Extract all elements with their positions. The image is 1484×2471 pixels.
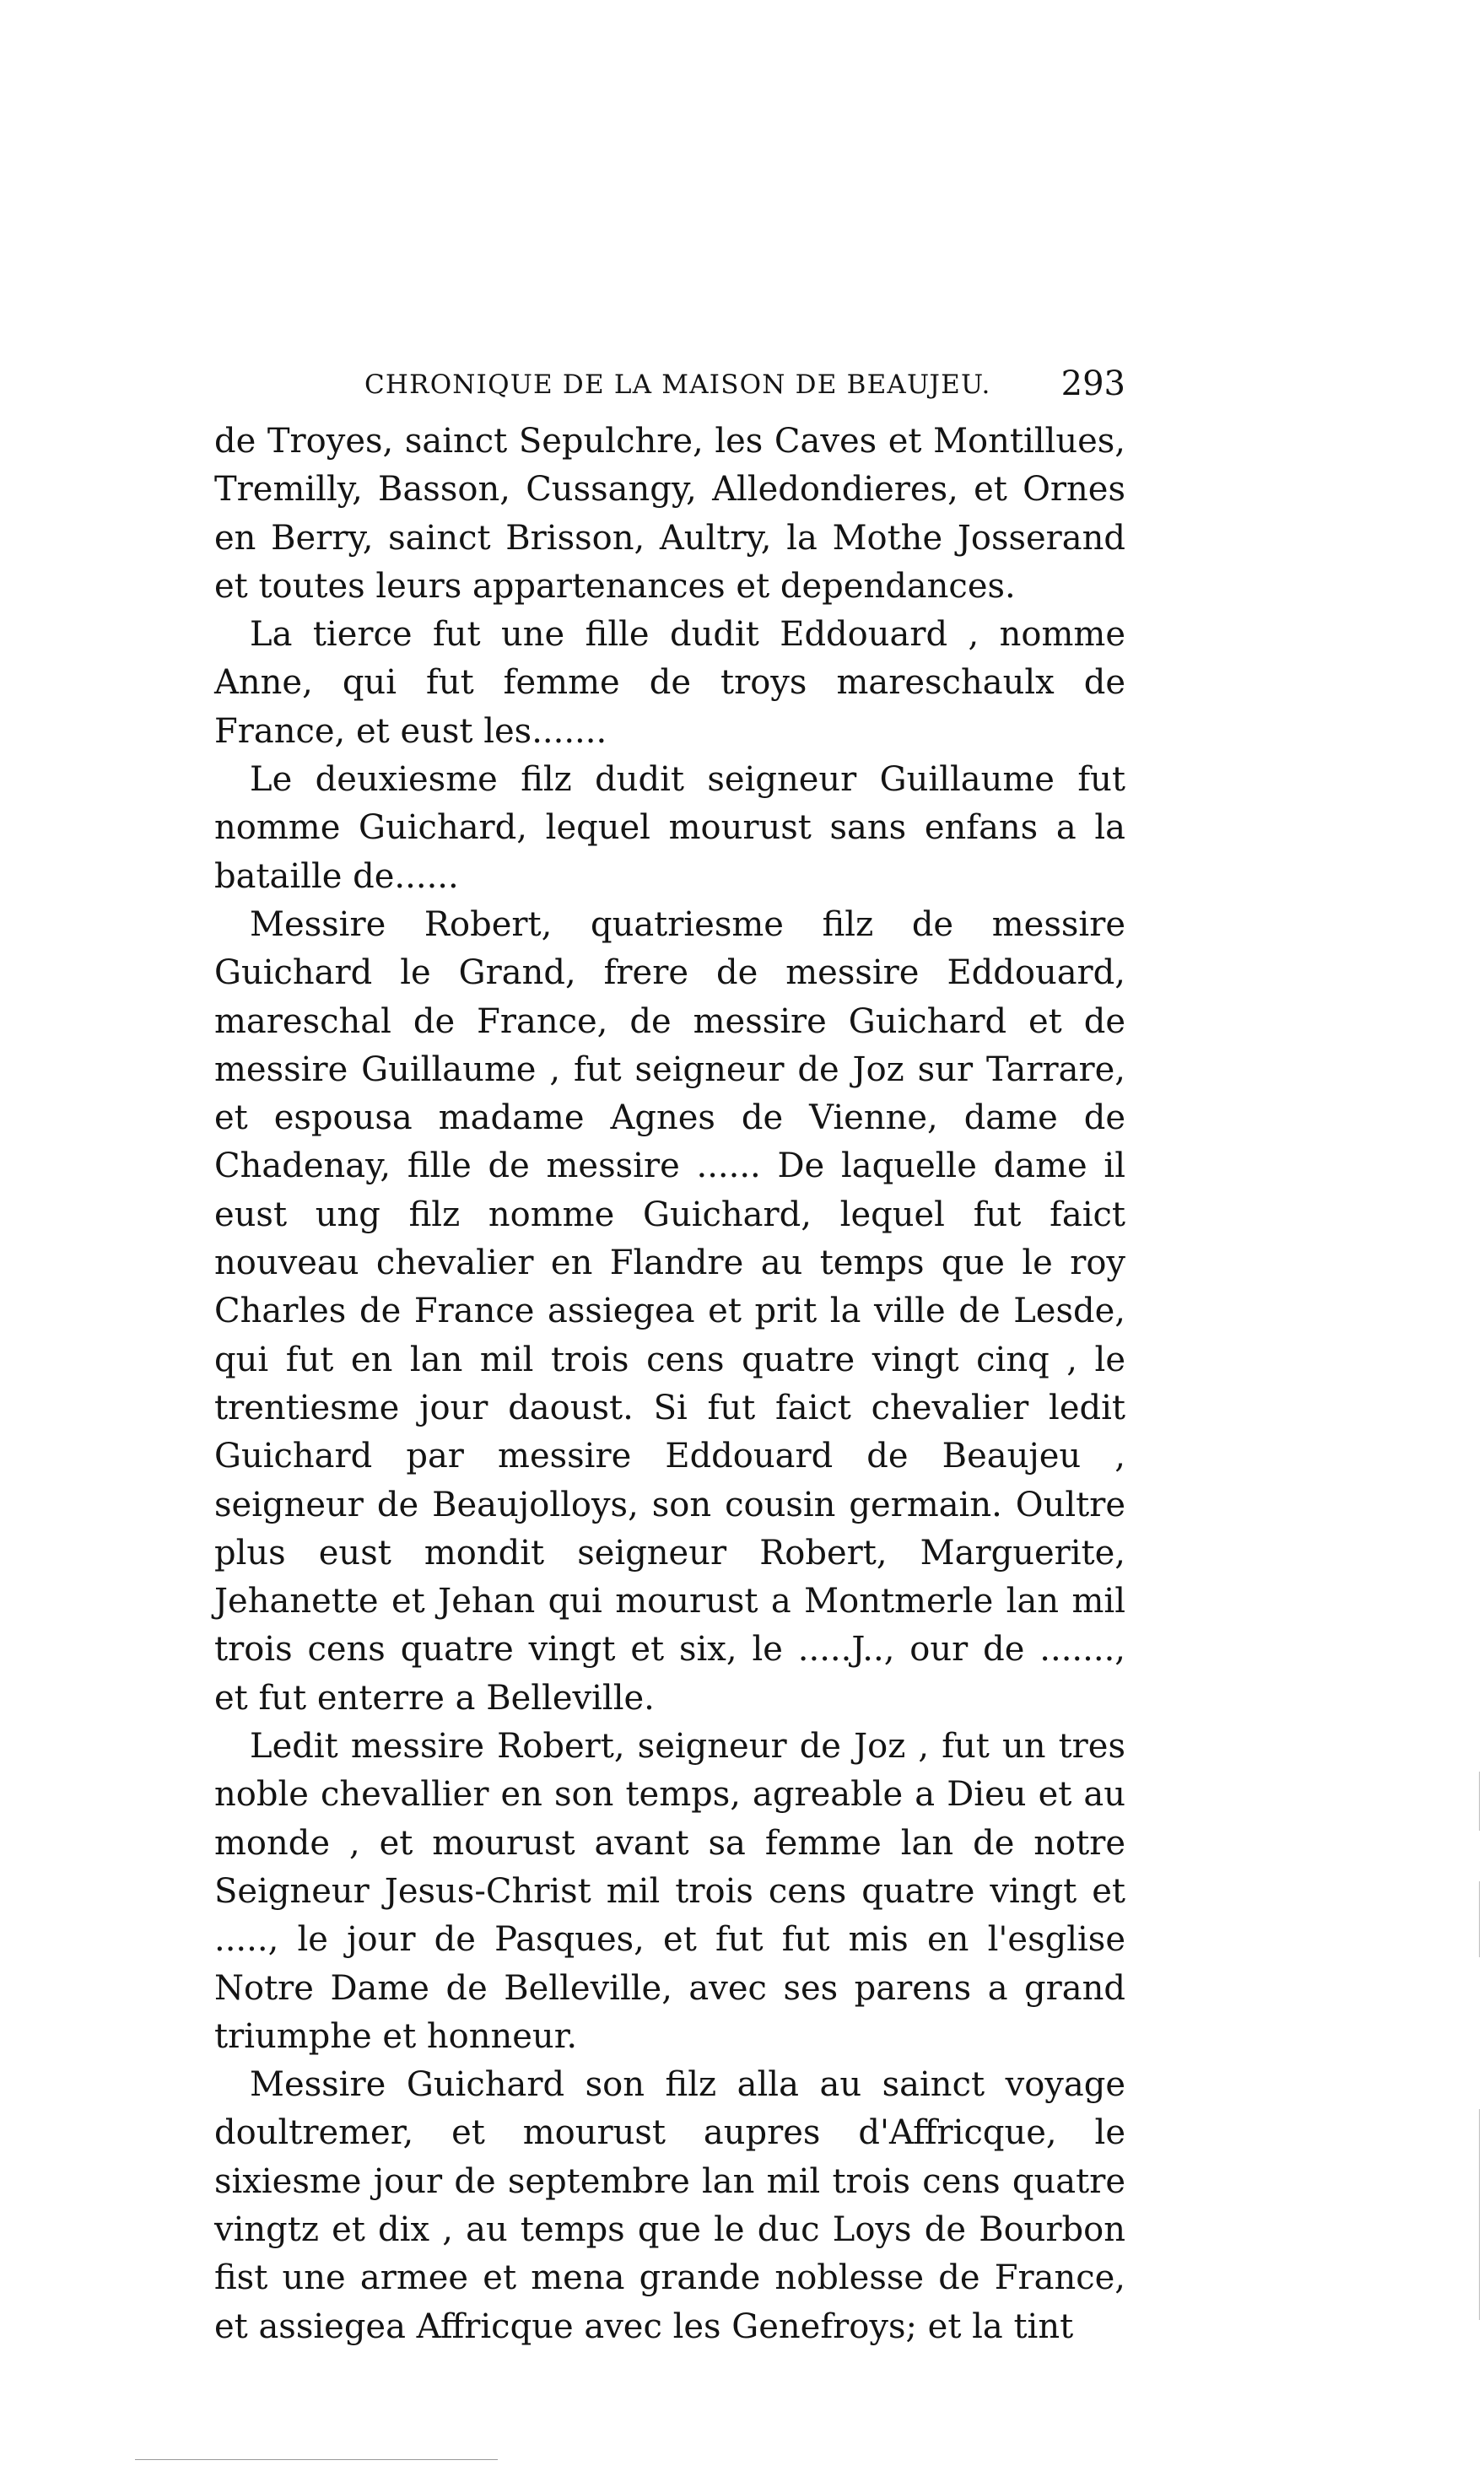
- paragraph: Messire Guichard son filz alla au sainct voyage doultremer, et mourust aupres d'Affricque, le sixiesme jour de septembre lan mil trois cens quatre vingtz et dix , au temps que le duc Loys de Bourbon fist une armee et mena grande noblesse de France, et assiegea Affricque avec les Genefroys; et la tint: [214, 2065, 1125, 2346]
- bottom-rule: [135, 2459, 498, 2460]
- scan-edge-mark: [1479, 1881, 1480, 1957]
- scan-edge-mark: [1479, 2210, 1480, 2320]
- paragraph: de Troyes, sainct Sepulchre, les Caves et Montillues, Tremilly, Basson, Cussangy, Alledondieres, et Ornes en Berry, sainct Brisson, Aultry, la Mothe Josserand et toutes leurs appartenances et dependances.: [214, 422, 1125, 606]
- scan-edge-mark: [1479, 1772, 1480, 1831]
- page-number: 293: [1060, 364, 1125, 403]
- paragraph: Le deuxiesme filz dudit seigneur Guillaume fut nomme Guichard, lequel mourust sans enfans a la bataille de......: [214, 760, 1125, 896]
- paragraph: Messire Robert, quatriesme filz de messire Guichard le Grand, frere de messire Eddouard, mareschal de France, de messire Guichard et de messire Guillaume , fut seigneur de Joz sur Tarrare, et espousa madame Agnes de Vienne, dame de Chadenay, fille de messire ...... De laquelle dame il eust ung filz nomme Guichard, lequel fut faict nouveau chevalier en Flandre au temps que le roy Charles de France assiegea et prit la ville de Lesde, qui fut en lan mil trois cens quatre vingt cinq , le trentiesme jour daoust. Si fut faict chevalier ledit Guichard par messire Eddouard de Beaujeu , seigneur de Beaujolloys, son cousin germain. Oultre plus eust mondit seigneur Robert, Marguerite, Jehanette et Jehan qui mourust a Montmerle lan mil trois cens quatre vingt et six, le .....J.., our de ......., et fut enterre a Belleville.: [214, 904, 1125, 1718]
- paragraph: La tierce fut une fille dudit Eddouard , nomme Anne, qui fut femme de troys mareschaulx de France, et eust les.......: [214, 615, 1125, 751]
- running-title: CHRONIQUE DE LA MAISON DE BEAUJEU.: [364, 370, 991, 400]
- running-head: [214, 364, 1125, 415]
- scan-edge-mark: [1479, 2109, 1480, 2210]
- paragraph: Ledit messire Robert, seigneur de Joz , fut un tres noble chevallier en son temps, agreable a Dieu et au monde , et mourust avant sa femme lan de notre Seigneur Jesus-Christ mil trois cens quatre vingt et ....., le jour de Pasques, et fut fut mis en l'esglise Notre Dame de Belleville, avec ses parens a grand triumphe et honneur.: [214, 1727, 1125, 2056]
- body-text: [214, 418, 1125, 2351]
